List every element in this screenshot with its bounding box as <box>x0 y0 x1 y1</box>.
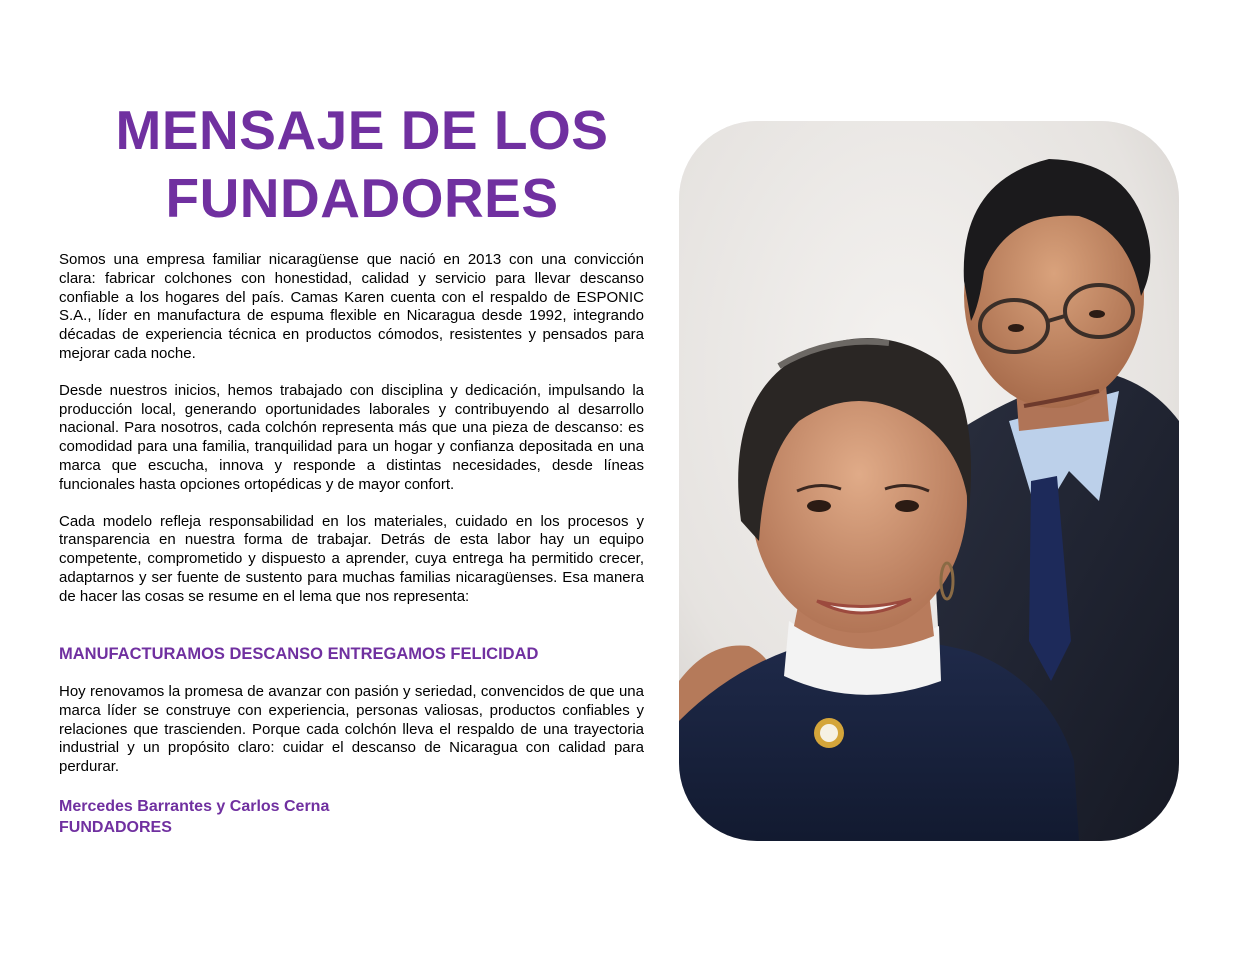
founders-photo <box>679 121 1179 841</box>
founders-portrait-icon <box>679 121 1179 841</box>
page-title <box>60 96 664 232</box>
signature-role: FUNDADORES <box>59 819 172 836</box>
message-body <box>59 251 644 607</box>
page-title-line-1: MENSAJE DE LOS <box>115 99 609 161</box>
slogan: MANUFACTURAMOS DESCANSO ENTREGAMOS FELICIDAD <box>59 645 539 663</box>
paragraph-closing: Hoy renovamos la promesa de avanzar con pasión y seriedad, convencidos de que una marca líder se construye con experiencia, personas valiosas, productos confiables y relaciones que trascienden. Porque cada colchón lleva el respaldo de una trayectoria industrial y un propósito claro: cuidar el descanso de Nicaragua con calidad para perdurar. <box>59 683 644 776</box>
signature <box>59 796 329 838</box>
paragraph-intro: Somos una empresa familiar nicaragüense que nació en 2013 con una convicción clara: fabricar colchones con honestidad, calidad y servicio para llevar descanso confiable a los hogares del país. Camas Karen cuenta con el respaldo de ESPONIC S.A., líder en manufactura de espuma flexible en Nicaragua desde 1992, integrando décadas de experiencia técnica en productos cómodos, resistentes y pensados para mejorar cada noche. <box>59 251 644 362</box>
page-title-line-2: FUNDADORES <box>165 167 559 229</box>
paragraph-values: Cada modelo refleja responsabilidad en los materiales, cuidado en los procesos y transparencia en nuestra forma de trabajar. Detrás de esta labor hay un equipo competente, comprometido y dispuesto a aprender, cuya entrega ha permitido crecer, adaptarnos y ser fuente de sustento para muchas familias nicaragüenses. Esa manera de hacer las cosas se resume en el lema que nos representa: <box>59 512 644 605</box>
signature-names: Mercedes Barrantes y Carlos Cerna <box>59 798 330 815</box>
paragraph-history: Desde nuestros inicios, hemos trabajado con disciplina y dedicación, impulsando la producción local, generando oportunidades laborales y contribuyendo al desarrollo nacional. Para nosotros, cada colchón representa más que una pieza de descanso: es comodidad para una familia, tranquilidad para un hogar y confianza depositada en una marca que escucha, innova y responde a distintas necesidades, desde líneas funcionales hasta opciones ortopédicas y de mayor confort. <box>59 381 644 493</box>
